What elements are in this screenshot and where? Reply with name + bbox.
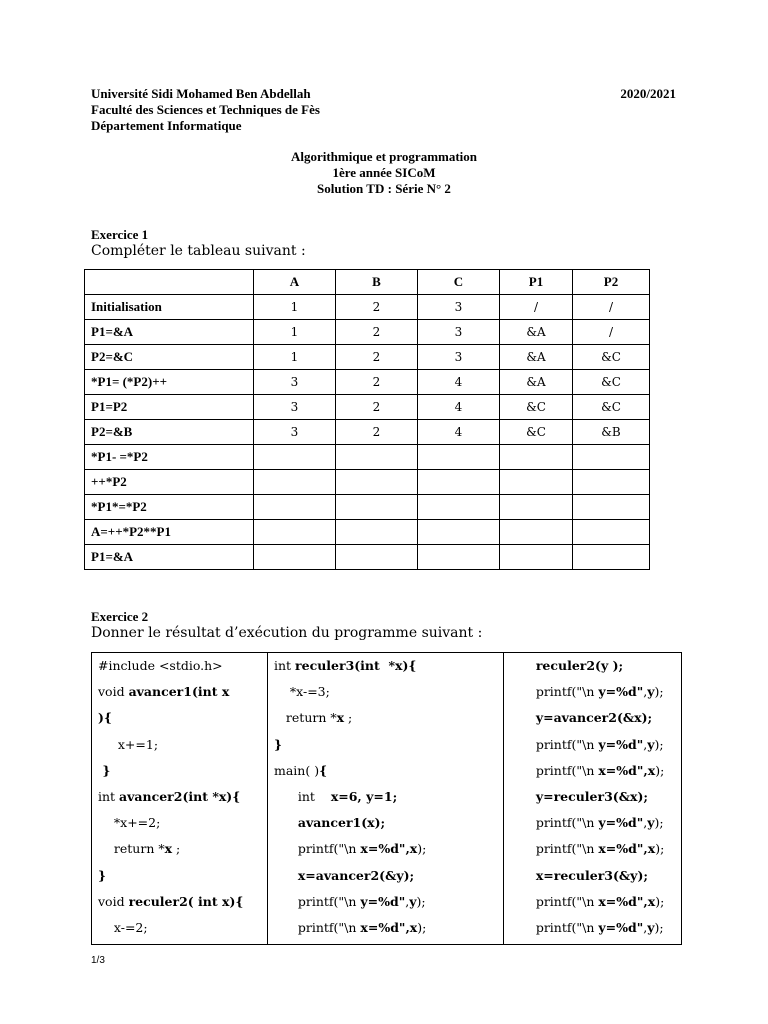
code-column bbox=[268, 653, 504, 945]
code-token bbox=[508, 789, 536, 804]
code-line bbox=[98, 732, 267, 758]
code-token: y=%d" bbox=[598, 815, 644, 831]
table-cell bbox=[500, 470, 573, 495]
code-line bbox=[508, 705, 681, 731]
code-token: { bbox=[319, 762, 328, 778]
table-row bbox=[85, 345, 650, 370]
code-token: x bbox=[336, 710, 345, 726]
code-token: printf("\n bbox=[274, 919, 361, 935]
code-token: int bbox=[274, 658, 296, 673]
table-row bbox=[85, 470, 650, 495]
table-cell bbox=[336, 520, 418, 545]
code-line bbox=[98, 810, 267, 836]
table-cell bbox=[573, 520, 650, 545]
code-line bbox=[508, 889, 681, 915]
academic-year: 2020/2021 bbox=[620, 86, 676, 101]
exercise2-title: Exercice 2 bbox=[91, 609, 149, 624]
code-token bbox=[508, 658, 536, 673]
table-cell: / bbox=[500, 295, 573, 320]
table-row bbox=[85, 395, 650, 420]
table-header-row bbox=[85, 270, 650, 295]
table-cell bbox=[418, 495, 500, 520]
faculty-name: Faculté des Sciences et Techniques de Fès bbox=[91, 102, 320, 117]
table-cell bbox=[500, 495, 573, 520]
table-row bbox=[85, 370, 650, 395]
column-header: B bbox=[336, 270, 418, 295]
code-line bbox=[98, 653, 267, 679]
code-token bbox=[508, 868, 536, 883]
table-cell: 3 bbox=[418, 320, 500, 345]
table-cell: 3 bbox=[254, 370, 336, 395]
code-token: } bbox=[98, 762, 111, 778]
code-token: y=%d" bbox=[360, 893, 406, 909]
code-token: y bbox=[647, 736, 655, 752]
row-label: Initialisation bbox=[85, 295, 254, 320]
table-cell: 2 bbox=[336, 320, 418, 345]
code-token: ); bbox=[417, 919, 427, 935]
code-token: void bbox=[98, 684, 129, 700]
code-token: void bbox=[98, 893, 129, 909]
code-token: y bbox=[647, 919, 655, 935]
code-token: *x-=3; bbox=[274, 684, 330, 700]
table-cell: &C bbox=[573, 370, 650, 395]
code-token bbox=[274, 815, 298, 830]
row-label: P1=&A bbox=[85, 545, 254, 570]
code-table bbox=[91, 652, 682, 945]
code-line bbox=[508, 653, 681, 679]
table-row bbox=[85, 420, 650, 445]
table-cell: 3 bbox=[254, 420, 336, 445]
table-cell: &C bbox=[573, 395, 650, 420]
code-line bbox=[508, 915, 681, 941]
code-line bbox=[98, 705, 267, 731]
table-row bbox=[85, 545, 650, 570]
table-cell bbox=[254, 445, 336, 470]
row-label: P2=&C bbox=[85, 345, 254, 370]
column-header: A bbox=[254, 270, 336, 295]
code-line bbox=[274, 758, 503, 784]
code-token: ){ bbox=[98, 710, 112, 726]
code-token: ); bbox=[654, 919, 664, 935]
table-cell: 1 bbox=[254, 295, 336, 320]
code-token: y bbox=[647, 684, 655, 700]
code-token: x=%d",x bbox=[360, 919, 418, 935]
code-token: ; bbox=[344, 710, 353, 726]
code-token: printf("\n bbox=[508, 841, 599, 857]
corner-cell bbox=[85, 270, 254, 295]
table-cell bbox=[254, 520, 336, 545]
table-cell bbox=[500, 445, 573, 470]
table-cell bbox=[573, 445, 650, 470]
column-header: C bbox=[418, 270, 500, 295]
table-cell bbox=[418, 520, 500, 545]
code-token: ); bbox=[654, 684, 664, 700]
code-line bbox=[98, 679, 267, 705]
code-token: x=%d",x bbox=[360, 841, 418, 857]
exercise1-title: Exercice 1 bbox=[91, 227, 149, 242]
code-token: y=%d" bbox=[598, 736, 644, 752]
code-token: y=avancer2(&x); bbox=[535, 710, 653, 726]
table-cell: 2 bbox=[336, 370, 418, 395]
code-token bbox=[274, 868, 298, 883]
column-header: P1 bbox=[500, 270, 573, 295]
department-name: Département Informatique bbox=[91, 118, 242, 133]
table-row bbox=[85, 320, 650, 345]
code-token: y=reculer3(&x); bbox=[535, 788, 648, 804]
code-token: reculer2( int x){ bbox=[128, 893, 244, 909]
code-token: #include <stdio.h> bbox=[98, 658, 223, 673]
code-token: y=%d" bbox=[598, 919, 644, 935]
table-cell: 3 bbox=[254, 395, 336, 420]
table-cell: 3 bbox=[418, 345, 500, 370]
code-line bbox=[98, 758, 267, 784]
row-label: P1=&A bbox=[85, 320, 254, 345]
table-cell: 2 bbox=[336, 295, 418, 320]
code-line bbox=[274, 889, 503, 915]
code-line bbox=[98, 915, 267, 941]
code-line bbox=[274, 732, 503, 758]
university-name: Université Sidi Mohamed Ben Abdellah bbox=[91, 86, 311, 101]
code-token: printf("\n bbox=[274, 841, 361, 857]
code-token: } bbox=[274, 736, 283, 752]
code-line bbox=[508, 836, 681, 862]
table-row bbox=[85, 495, 650, 520]
table-cell: / bbox=[573, 295, 650, 320]
table-cell: &C bbox=[573, 345, 650, 370]
table-cell: 4 bbox=[418, 420, 500, 445]
code-line bbox=[274, 836, 503, 862]
row-label: *P1= (*P2)++ bbox=[85, 370, 254, 395]
code-token: ); bbox=[654, 736, 664, 752]
table-cell: &A bbox=[500, 345, 573, 370]
code-line bbox=[274, 705, 503, 731]
code-token: x=%d",x bbox=[598, 841, 656, 857]
code-token: printf("\n bbox=[508, 762, 599, 778]
table-cell bbox=[254, 545, 336, 570]
code-line bbox=[274, 653, 503, 679]
table-cell bbox=[254, 495, 336, 520]
table-cell bbox=[336, 495, 418, 520]
page-number: 1/3 bbox=[91, 955, 105, 966]
table-cell: &B bbox=[573, 420, 650, 445]
code-token: return * bbox=[274, 710, 337, 726]
table-cell bbox=[573, 545, 650, 570]
header-block bbox=[91, 86, 320, 134]
table-cell bbox=[418, 545, 500, 570]
exercise2-instruction: Donner le résultat d’exécution du programme suivant : bbox=[91, 625, 483, 641]
table-cell: 4 bbox=[418, 395, 500, 420]
code-line bbox=[274, 679, 503, 705]
code-token: reculer2(y ); bbox=[535, 658, 624, 673]
code-column bbox=[504, 653, 682, 945]
row-label: P1=P2 bbox=[85, 395, 254, 420]
code-token: return * bbox=[98, 841, 165, 857]
code-token: , bbox=[643, 815, 648, 831]
pointer-table bbox=[84, 269, 650, 570]
code-token: int bbox=[98, 788, 120, 804]
code-token: reculer3(int *x){ bbox=[295, 658, 417, 673]
code-line bbox=[274, 915, 503, 941]
code-token: main( ) bbox=[274, 762, 320, 778]
table-cell: &A bbox=[500, 320, 573, 345]
code-token: ); bbox=[655, 841, 665, 857]
code-token: ); bbox=[654, 815, 664, 831]
code-token: y bbox=[647, 815, 655, 831]
code-line bbox=[274, 810, 503, 836]
table-cell: 2 bbox=[336, 345, 418, 370]
table-cell bbox=[573, 470, 650, 495]
exercise1-instruction: Compléter le tableau suivant : bbox=[91, 243, 306, 259]
code-token: avancer2(int *x){ bbox=[119, 788, 241, 804]
table-cell: 4 bbox=[418, 370, 500, 395]
code-line bbox=[98, 863, 267, 889]
table-cell: / bbox=[573, 320, 650, 345]
code-line bbox=[508, 679, 681, 705]
code-token: printf("\n bbox=[274, 893, 361, 909]
row-label: ++*P2 bbox=[85, 470, 254, 495]
code-token: ); bbox=[416, 893, 426, 909]
code-line bbox=[274, 863, 503, 889]
table-cell bbox=[336, 545, 418, 570]
table-cell bbox=[418, 445, 500, 470]
code-token: printf("\n bbox=[508, 684, 599, 700]
code-token: x=%d",x bbox=[598, 893, 656, 909]
code-token: x=%d",x bbox=[598, 762, 656, 778]
code-token: ); bbox=[655, 893, 665, 909]
code-token: printf("\n bbox=[508, 736, 599, 752]
table-row bbox=[85, 445, 650, 470]
code-token: x=reculer3(&y); bbox=[535, 867, 648, 883]
code-line bbox=[508, 758, 681, 784]
title-line-3: Solution TD : Série N° 2 bbox=[317, 181, 451, 196]
code-token: printf("\n bbox=[508, 893, 599, 909]
table-cell: &C bbox=[500, 420, 573, 445]
title-line-1: Algorithmique et programmation bbox=[290, 149, 478, 164]
code-token: , bbox=[643, 684, 648, 700]
code-token: x+=1; bbox=[98, 736, 159, 752]
row-label: A=++*P2**P1 bbox=[85, 520, 254, 545]
document-title bbox=[0, 149, 768, 197]
code-column bbox=[92, 653, 268, 945]
row-label: *P1*=*P2 bbox=[85, 495, 254, 520]
code-line bbox=[508, 863, 681, 889]
table-cell bbox=[500, 545, 573, 570]
row-label: *P1- =*P2 bbox=[85, 445, 254, 470]
code-token: , bbox=[643, 919, 648, 935]
code-token: x bbox=[164, 841, 173, 857]
title-line-2: 1ère année SICoM bbox=[332, 165, 436, 180]
table-cell: 1 bbox=[254, 345, 336, 370]
code-line bbox=[508, 784, 681, 810]
code-token bbox=[508, 710, 536, 725]
code-token: y bbox=[409, 893, 417, 909]
code-line bbox=[274, 784, 503, 810]
code-token: x=6, y=1; bbox=[330, 788, 398, 804]
code-token: y=%d" bbox=[598, 684, 644, 700]
code-line bbox=[508, 732, 681, 758]
code-token: , bbox=[405, 893, 410, 909]
code-token: , bbox=[643, 736, 648, 752]
code-token: ); bbox=[417, 841, 427, 857]
table-cell bbox=[336, 470, 418, 495]
code-token: ; bbox=[172, 841, 181, 857]
code-token: avancer1(x); bbox=[297, 815, 386, 831]
code-token: printf("\n bbox=[508, 919, 599, 935]
table-cell bbox=[500, 520, 573, 545]
column-header: P2 bbox=[573, 270, 650, 295]
code-token: printf("\n bbox=[508, 815, 599, 831]
code-token: *x+=2; bbox=[98, 815, 161, 831]
code-token: int bbox=[274, 788, 331, 804]
code-token: } bbox=[98, 867, 107, 883]
table-row bbox=[85, 295, 650, 320]
table-cell: &C bbox=[500, 395, 573, 420]
table-cell bbox=[573, 495, 650, 520]
code-line bbox=[98, 889, 267, 915]
code-token: x-=2; bbox=[98, 919, 148, 935]
table-cell: 2 bbox=[336, 420, 418, 445]
table-cell bbox=[336, 445, 418, 470]
code-line bbox=[508, 810, 681, 836]
table-cell: 2 bbox=[336, 395, 418, 420]
table-cell: 1 bbox=[254, 320, 336, 345]
code-token: ); bbox=[655, 762, 665, 778]
table-cell: &A bbox=[500, 370, 573, 395]
code-line bbox=[98, 836, 267, 862]
code-table-row bbox=[92, 653, 682, 945]
table-cell bbox=[254, 470, 336, 495]
table-cell: 3 bbox=[418, 295, 500, 320]
row-label: P2=&B bbox=[85, 420, 254, 445]
table-cell bbox=[418, 470, 500, 495]
table-row bbox=[85, 520, 650, 545]
code-token: x=avancer2(&y); bbox=[297, 867, 415, 883]
code-line bbox=[98, 784, 267, 810]
code-token: avancer1(int x bbox=[128, 684, 230, 700]
